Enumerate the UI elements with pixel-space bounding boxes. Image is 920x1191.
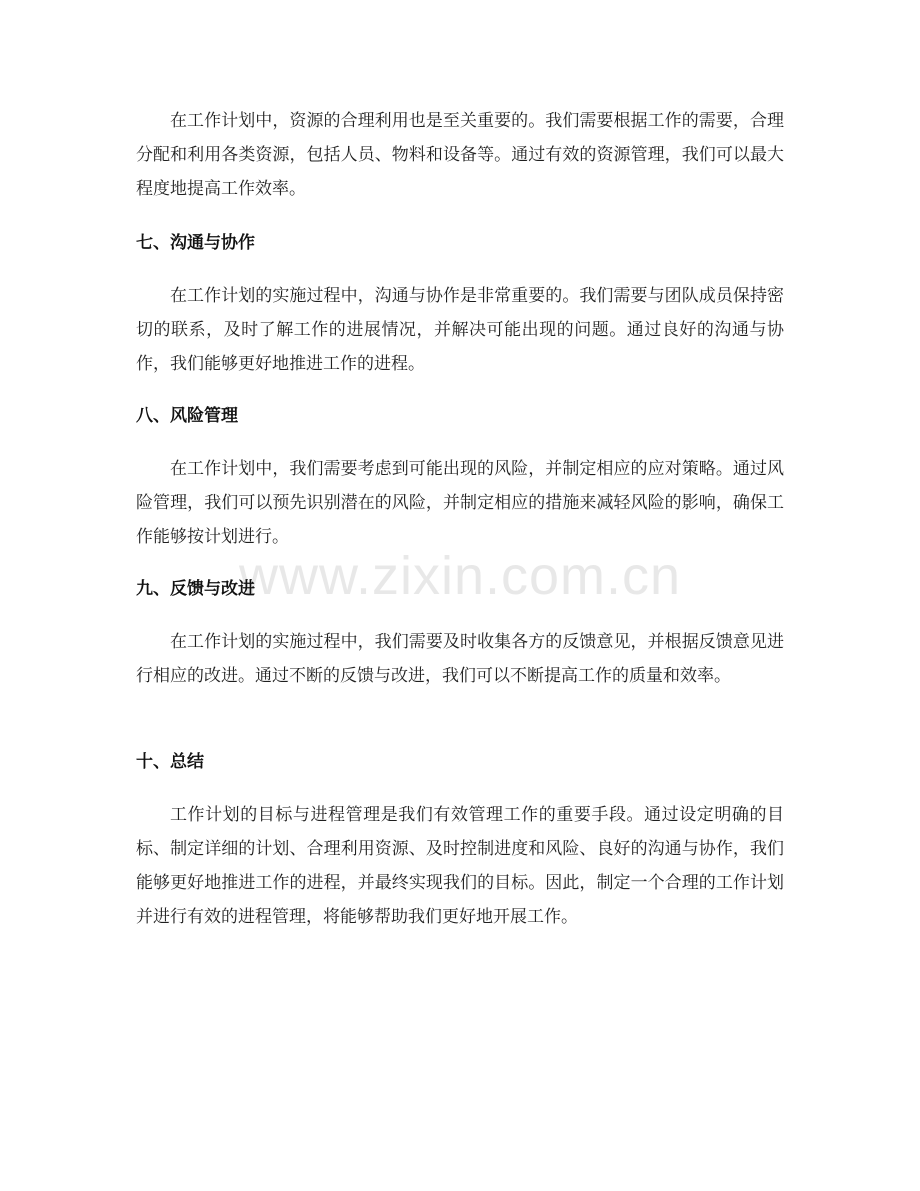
watermark: www.zixin.com.cn: [238, 546, 682, 606]
section-paragraph-feedback: 在工作计划的实施过程中，我们需要及时收集各方的反馈意见，并根据反馈意见进行相应的改进。通过不断的反馈与改进，我们可以不断提高工作的质量和效率。: [136, 632, 784, 686]
section-heading-risk-management: 八、风险管理: [136, 406, 238, 426]
section-heading-communication: 七、沟通与协作: [136, 233, 255, 253]
intro-paragraph: 在工作计划中，资源的合理利用也是至关重要的。我们需要根据工作的需要，合理分配和利用各类资源，包括人员、物料和设备等。通过有效的资源管理，我们可以最大程度地提高工作效率。: [136, 111, 784, 199]
section-heading-feedback: 九、反馈与改进: [136, 579, 255, 599]
section-heading-summary: 十、总结: [136, 752, 204, 772]
section-paragraph-communication: 在工作计划的实施过程中，沟通与协作是非常重要的。我们需要与团队成员保持密切的联系，及时了解工作的进展情况，并解决可能出现的问题。通过良好的沟通与协作，我们能够更好地推进工作的进程。: [136, 286, 784, 374]
section-paragraph-risk-management: 在工作计划中，我们需要考虑到可能出现的风险，并制定相应的应对策略。通过风险管理，我们可以预先识别潜在的风险，并制定相应的措施来减轻风险的影响，确保工作能够按计划进行。: [136, 459, 784, 547]
section-paragraph-summary: 工作计划的目标与进程管理是我们有效管理工作的重要手段。通过设定明确的目标、制定详细的计划、合理利用资源、及时控制进度和风险、良好的沟通与协作，我们能够更好地推进工作的进程，并最终实现我们的目标。因此，制定一个合理的工作计划并进行有效的进程管理，将能够帮助我们更好地开展工作。: [136, 805, 784, 927]
